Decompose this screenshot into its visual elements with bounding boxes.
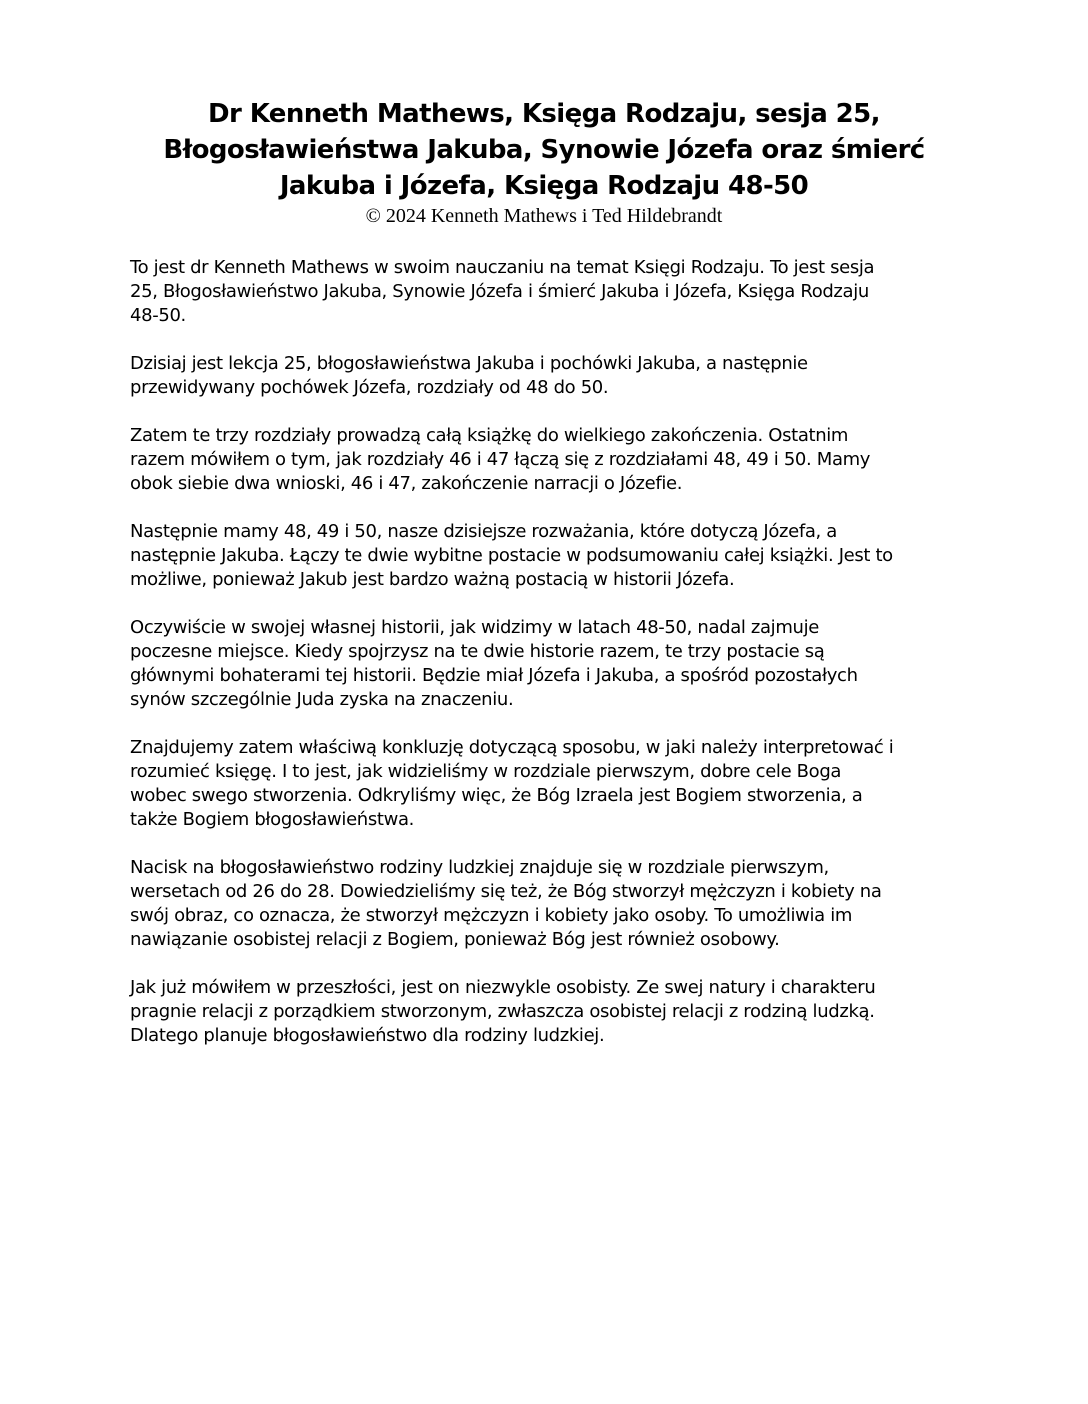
title-line: Jakuba i Józefa, Księga Rodzaju 48-50 xyxy=(279,171,809,201)
text-line: nawiązanie osobistej relacji z Bogiem, ponieważ Bóg jest również osobowy. xyxy=(130,929,780,950)
text-line: także Bogiem błogosławieństwa. xyxy=(130,809,415,830)
text-line: poczesne miejsce. Kiedy spojrzysz na te dwie historie razem, te trzy postacie są xyxy=(130,641,825,662)
text-line: razem mówiłem o tym, jak rozdziały 46 i 47 łączą się z rozdziałami 48, 49 i 50. Mamy xyxy=(130,449,871,470)
text-line: swój obraz, co oznacza, że stworzył mężczyzn i kobiety jako osoby. To umożliwia im xyxy=(130,905,853,926)
document-body xyxy=(130,256,970,1072)
copyright-notice: © 2024 Kenneth Mathews i Ted Hildebrandt xyxy=(365,205,723,227)
title-line: Dr Kenneth Mathews, Księga Rodzaju, sesja 25, xyxy=(208,99,880,129)
text-line: 25, Błogosławieństwo Jakuba, Synowie Józefa i śmierć Jakuba i Józefa, Księga Rodzaju xyxy=(130,281,869,302)
text-line: możliwe, ponieważ Jakub jest bardzo ważną postacią w historii Józefa. xyxy=(130,569,735,590)
title-line: Błogosławieństwa Jakuba, Synowie Józefa oraz śmierć xyxy=(163,135,925,165)
text-line: To jest dr Kenneth Mathews w swoim nauczaniu na temat Księgi Rodzaju. To jest sesja xyxy=(130,257,875,278)
paragraph xyxy=(130,856,970,952)
text-line: wobec swego stworzenia. Odkryliśmy więc, że Bóg Izraela jest Bogiem stworzenia, a xyxy=(130,785,863,806)
paragraph xyxy=(130,520,970,592)
text-line: Następnie mamy 48, 49 i 50, nasze dzisiejsze rozważania, które dotyczą Józefa, a xyxy=(130,521,837,542)
document-title xyxy=(120,96,968,204)
text-line: Nacisk na błogosławieństwo rodziny ludzkiej znajduje się w rozdziale pierwszym, xyxy=(130,857,829,878)
text-line: rozumieć księgę. I to jest, jak widzieliśmy w rozdziale pierwszym, dobre cele Boga xyxy=(130,761,842,782)
text-line: 48-50. xyxy=(130,305,186,326)
text-line: Oczywiście w swojej własnej historii, jak widzimy w latach 48-50, nadal zajmuje xyxy=(130,617,819,638)
text-line: głównymi bohaterami tej historii. Będzie miał Józefa i Jakuba, a spośród pozostałych xyxy=(130,665,858,686)
text-line: wersetach od 26 do 28. Dowiedzieliśmy się też, że Bóg stworzył mężczyzn i kobiety na xyxy=(130,881,882,902)
paragraph xyxy=(130,976,970,1048)
paragraph xyxy=(130,424,970,496)
paragraph xyxy=(130,616,970,712)
text-line: przewidywany pochówek Józefa, rozdziały od 48 do 50. xyxy=(130,377,609,398)
text-line: obok siebie dwa wnioski, 46 i 47, zakończenie narracji o Józefie. xyxy=(130,473,683,494)
paragraph xyxy=(130,256,970,328)
text-line: pragnie relacji z porządkiem stworzonym, zwłaszcza osobistej relacji z rodziną ludzką. xyxy=(130,1001,875,1022)
text-line: Dlatego planuje błogosławieństwo dla rodziny ludzkiej. xyxy=(130,1025,605,1046)
paragraph xyxy=(130,352,970,400)
text-line: następnie Jakuba. Łączy te dwie wybitne postacie w podsumowaniu całej książki. Jest to xyxy=(130,545,893,566)
text-line: Jak już mówiłem w przeszłości, jest on niezwykle osobisty. Ze swej natury i charakteru xyxy=(130,977,876,998)
text-line: Dzisiaj jest lekcja 25, błogosławieństwa Jakuba i pochówki Jakuba, a następnie xyxy=(130,353,808,374)
text-line: synów szczególnie Juda zyska na znaczeniu. xyxy=(130,689,514,710)
text-line: Znajdujemy zatem właściwą konkluzję dotyczącą sposobu, w jaki należy interpretować i xyxy=(130,737,894,758)
paragraph xyxy=(130,736,970,832)
text-line: Zatem te trzy rozdziały prowadzą całą książkę do wielkiego zakończenia. Ostatnim xyxy=(130,425,849,446)
